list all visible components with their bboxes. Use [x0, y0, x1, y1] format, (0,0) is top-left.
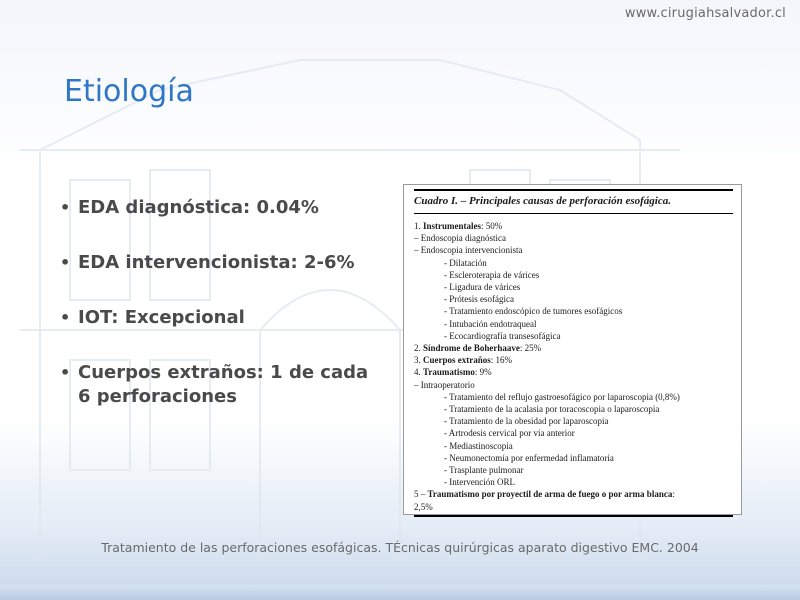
bullet-icon: •: [60, 198, 71, 217]
table-line: - Tratamiento del reflujo gastroesofágico por laparoscopia (0,8%): [444, 391, 680, 402]
bullet-list: [60, 196, 380, 440]
bullet-text: EDA intervencionista: 2-6%: [78, 252, 355, 273]
bullet-text: IOT: Excepcional: [78, 307, 245, 328]
table-line: - Artrodesis cervical por vía anterior: [444, 428, 575, 439]
bullet-text: EDA diagnóstica: 0.04%: [78, 197, 319, 218]
bullet-icon: •: [60, 363, 71, 382]
table-bottom-rule: [414, 515, 733, 517]
bullet-item: [60, 251, 380, 275]
table-line: 2,5%: [414, 501, 433, 512]
site-url: www.cirugiahsalvador.cl: [624, 6, 786, 21]
table-line: - Ligadura de várices: [444, 282, 521, 293]
table-line: 2. Síndrome de Boherhaave: 25%: [414, 343, 542, 354]
table-line: 5 – Traumatismo por proyectil de arma de fuego o por arma blanca:: [414, 489, 675, 500]
bottom-band: [0, 585, 800, 600]
table-title: Cuadro I. – Principales causas de perforación esofágica.: [414, 189, 733, 214]
bullet-item: [60, 196, 380, 220]
table-line: – Intraoperatorio: [414, 379, 475, 390]
bullet-text: Cuerpos extraños: 1 de cada 6 perforaciones: [78, 362, 369, 407]
table-line: 1. Instrumentales: 50%: [414, 221, 503, 231]
slide-title: Etiología: [64, 74, 194, 109]
bullet-item: [60, 361, 380, 409]
footer-reference: Tratamiento de las perforaciones esofágicas. TÉcnicas quirúrgicas aparato digestivo EMC. 2004: [101, 540, 699, 555]
table-line: - Ecocardiografía transesofágica: [444, 330, 561, 341]
table-line: - Neumonectomía por enfermedad inflamatoria: [444, 452, 614, 463]
table-line: - Tratamiento endoscópico de tumores esofágicos: [444, 306, 623, 317]
table-line: 3. Cuerpos extraños: 16%: [414, 355, 512, 366]
bullet-item: [60, 306, 380, 330]
table-line: - Escleroterapia de várices: [444, 269, 540, 280]
table-line: - Intubación endotraqueal: [444, 318, 537, 329]
table-line: – Endoscopia diagnóstica: [414, 233, 506, 244]
table-line: - Tratamiento de la acalasia por toracoscopia o laparoscopia: [444, 404, 660, 415]
table-line: 4. Traumatismo: 9%: [414, 367, 492, 378]
bullet-icon: •: [60, 308, 71, 327]
table-line: - Intervención ORL: [444, 477, 515, 488]
table-line: - Mediastinoscopia: [444, 440, 513, 451]
table-line: – Endoscopia intervencionista: [414, 245, 523, 256]
table-line: - Tratamiento de la obesidad por laparoscopia: [444, 416, 609, 427]
bullet-icon: •: [60, 253, 71, 272]
table-line: - Prótesis esofágica: [444, 294, 514, 305]
causes-table: [403, 184, 742, 515]
table-line: - Dilatación: [444, 257, 487, 268]
table-line: - Trasplante pulmonar: [444, 465, 524, 476]
